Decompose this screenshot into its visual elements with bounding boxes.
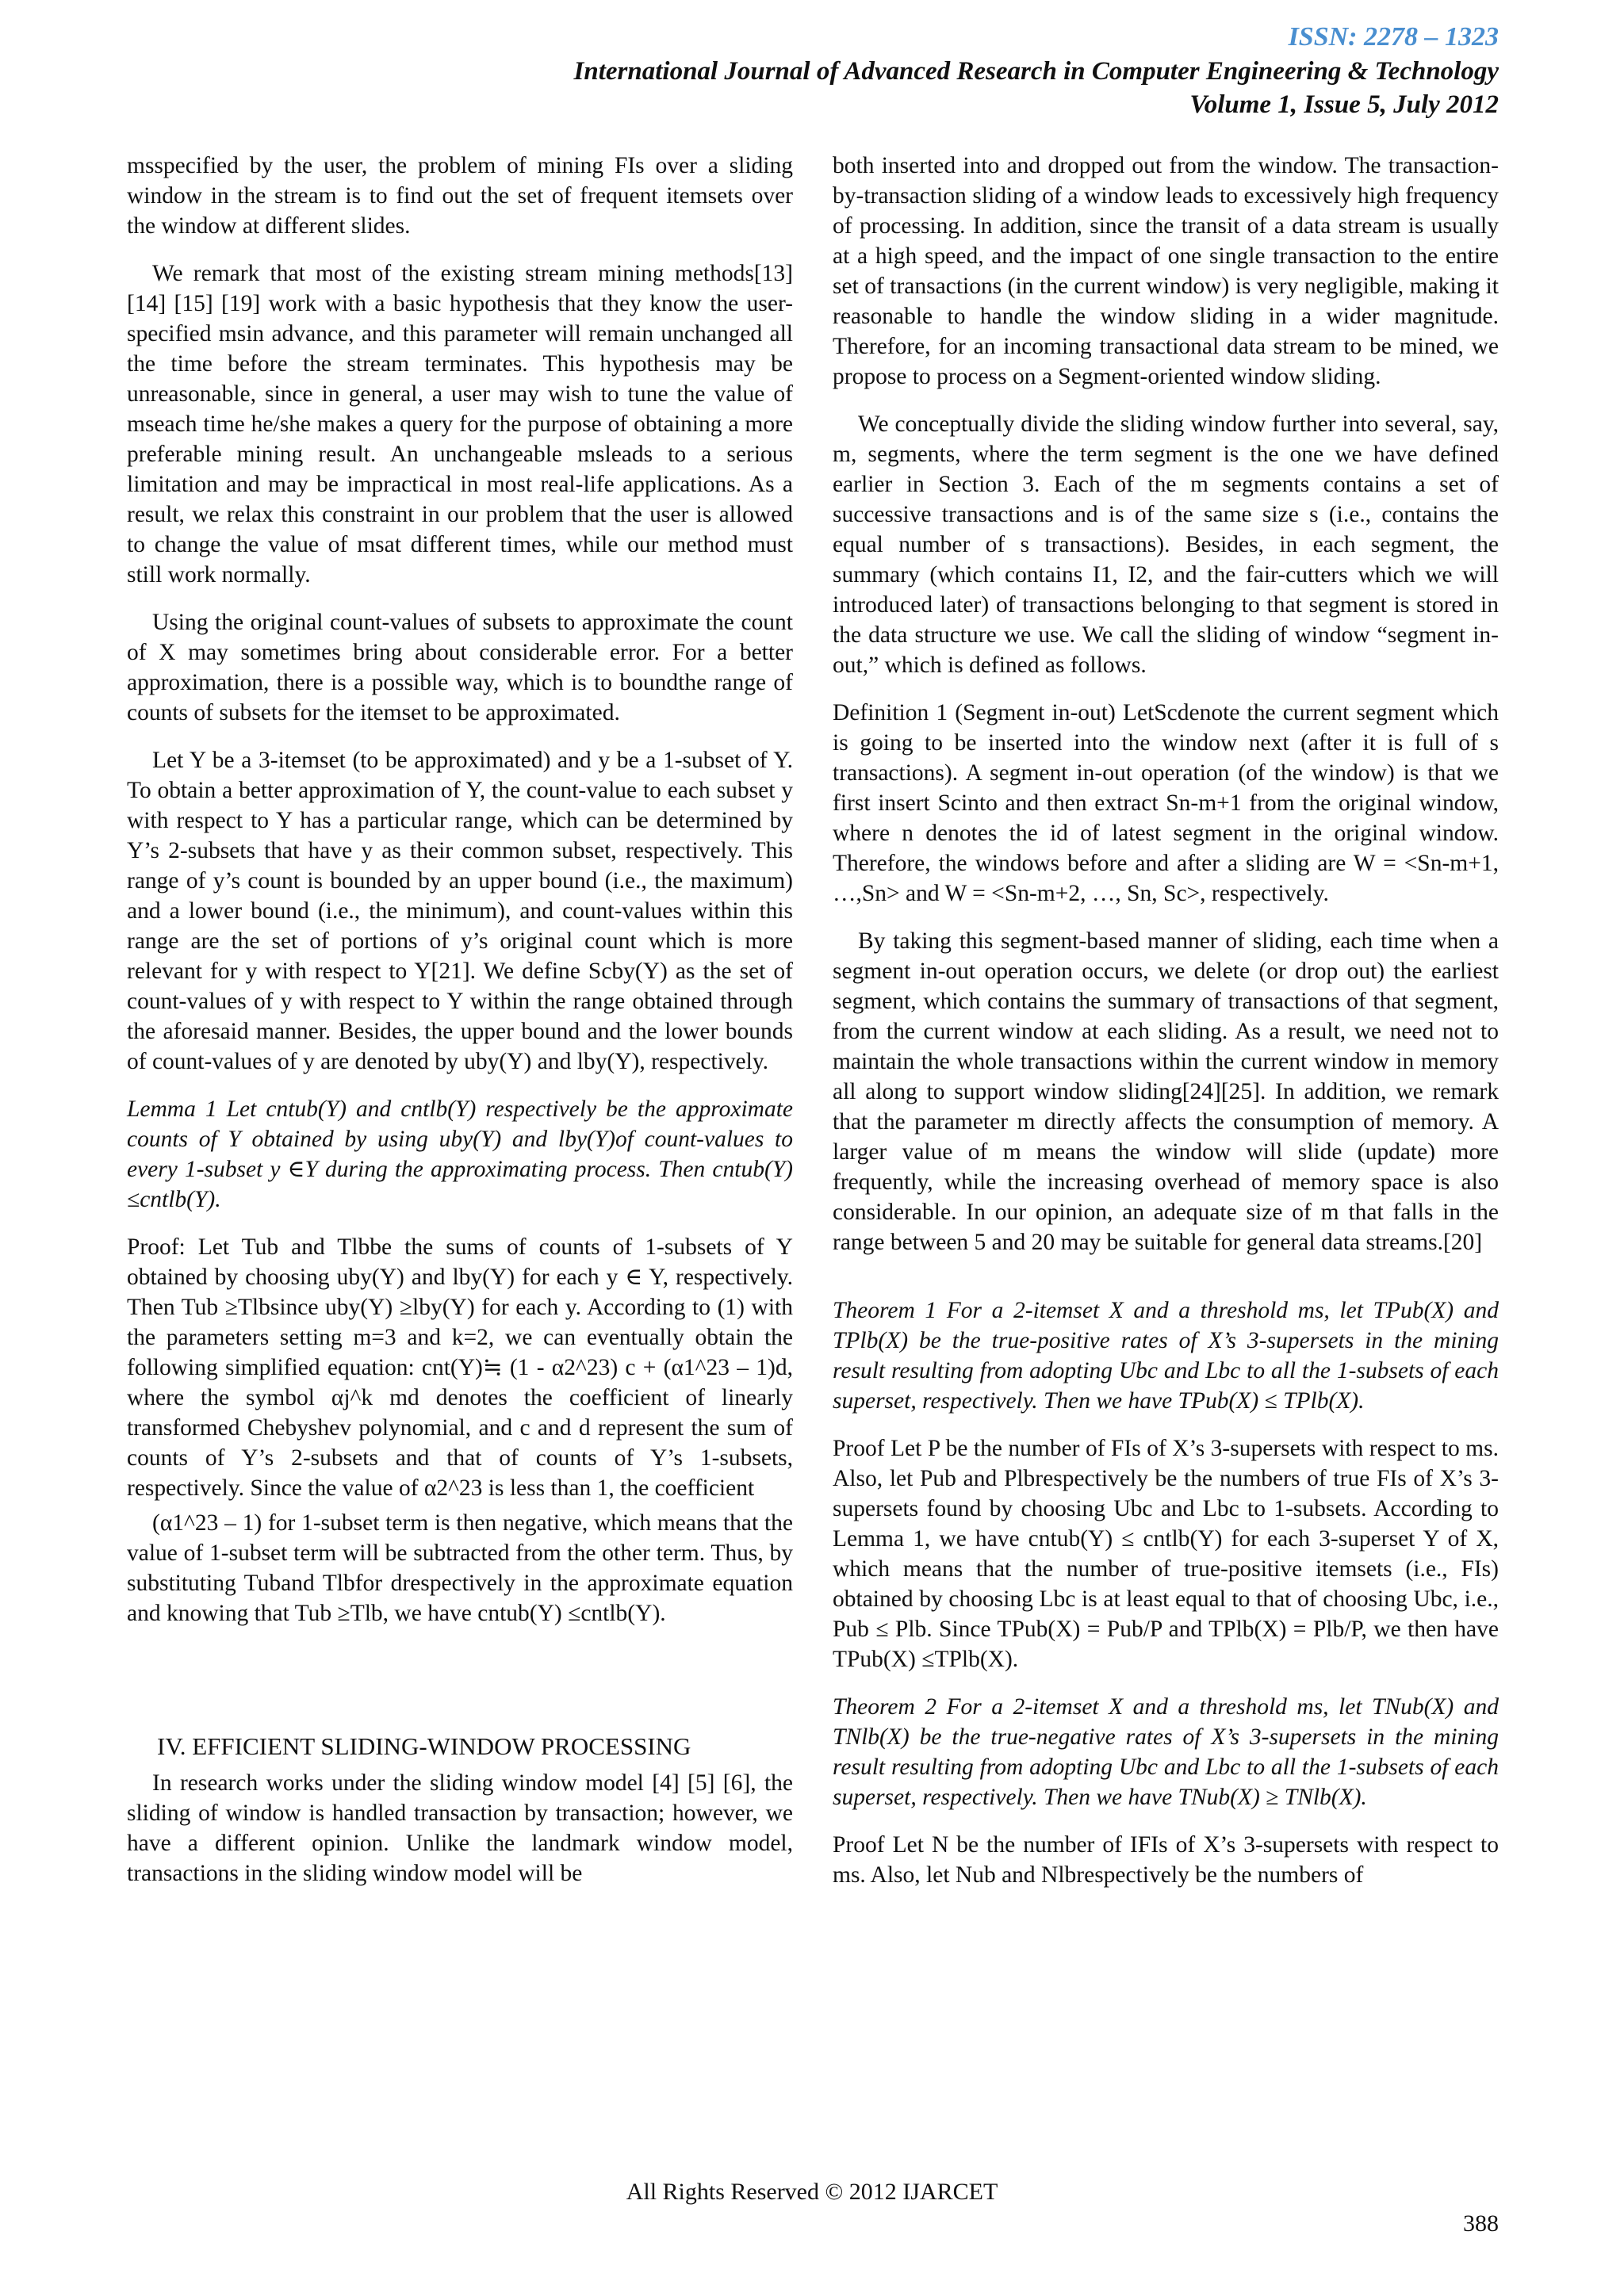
page-number: 388 — [1463, 2210, 1499, 2237]
lemma-1: Lemma 1 Let cntub(Y) and cntlb(Y) respectively be the approximate counts of Y obtained by using uby(Y) and lby(Y)of count-values to every 1-subset y ∈Y during the approximating process. Then cntub(Y) ≤cntlb(Y). — [127, 1096, 793, 1212]
paragraph: In research works under the sliding window model [4] [5] [6], the sliding of window is handled transaction by transaction; however, we have a different opinion. Unlike the landmark window model, transactions in the sliding window model will be — [127, 1770, 793, 1886]
left-column — [127, 151, 793, 1906]
copyright-footer: All Rights Reserved © 2012 IJARCET — [626, 2179, 998, 2205]
paragraph: By taking this segment-based manner of sliding, each time when a segment in-out operation occurs, we delete (or drop out) the earliest segment, which contains the summary of transactions of that segment, from the current window at each sliding. As a result, we need not to maintain the whole transactions within the current window in memory all along to support window sliding[24][25]. In addition, we remark that the parameter m directly affects the consumption of memory. A larger value of m means the window will slide (update) more frequently, while the increasing overhead of memory space is also considerable. In our opinion, an adequate size of m that falls in the range between 5 and 20 may be suitable for general data streams.[20] — [833, 928, 1499, 1255]
paragraph: both inserted into and dropped out from the window. The transaction-by-transaction sliding of a window leads to excessively high frequency of processing. In addition, since the transit of a data stream is usually at a high speed, and the impact of one single transaction to the entire set of transactions (in the current window) is very negligible, making it reasonable to handle the window sliding in a wider magnitude. Therefore, for an incoming transactional data stream to be mined, we propose to process on a Segment-oriented window sliding. — [833, 153, 1499, 389]
paragraph: Using the original count-values of subsets to approximate the count of X may sometimes bring about considerable error. For a better approximation, there is a possible way, which is to boundthe range of counts of subsets for the itemset to be approximated. — [127, 610, 793, 725]
definition-1: Definition 1 (Segment in-out) LetScdenote the current segment which is going to be inserted into the window next (after it is full of s transactions). A segment in-out operation (of the window) is that we first insert Scinto and then extract Sn-m+1 from the original window, where n denotes the id of latest segment in the original window. Therefore, the windows before and after a sliding are W = <Sn-m+1, …,Sn> and W = <Sn-m+2, …, Sn, Sc>, respectively. — [833, 700, 1499, 906]
paragraph: Let Y be a 3-itemset (to be approximated) and y be a 1-subset of Y. To obtain a better approximation of Y, the count-value to each subset y with respect to Y has a particular range, which can be determined by Y’s 2-subsets that have y as their common subset, respectively. This range of y’s count is bounded by an upper bound (i.e., the maximum) and a lower bound (i.e., the minimum), and count-values within this range are the set of portions of y’s original count which is more relevant for y with respect to Y[21]. We define Scby(Y) as the set of count-values of y with respect to Y within the range obtained through the aforesaid manner. Besides, the upper bound and the lower bounds of count-values of y are denoted by uby(Y) and lby(Y), respectively. — [127, 748, 793, 1074]
proof-theorem-2: Proof Let N be the number of IFIs of X’s 3-supersets with respect to ms. Also, let Nub and Nlbrespectively be the numbers of — [833, 1832, 1499, 1888]
volume-issue: Volume 1, Issue 5, July 2012 — [1189, 90, 1499, 119]
proof-theorem-1: Proof Let P be the number of FIs of X’s 3-supersets with respect to ms. Also, let Pub and Plbrespectively be the numbers of true FIs of X’s 3-supersets found by choosing Ubc and Lbc to 1-subsets. According to Lemma 1, we have cntub(Y) ≤ cntlb(Y) for each 3-superset Y of X, which means that the number of true-positive itemsets (i.e., FIs) obtained by choosing Lbc is at least equal to that of choosing Ubc, i.e., Pub ≤ Plb. Since TPub(X) = Pub/P and TPlb(X) = Plb/P, we then have TPub(X) ≤TPlb(X). — [833, 1436, 1499, 1672]
paragraph: We conceptually divide the sliding window further into several, say, m, segments, where the term segment is the one we have defined earlier in Section 3. Each of the m segments contains a set of successive transactions and is of the same size s (i.e., contains the equal number of s transactions). Besides, in each segment, the summary (which contains I1, I2, and the fair-cutters which we will introduced later) of transactions belonging to that segment is stored in the data structure we use. We call the sliding of window “segment in-out,” which is defined as follows. — [833, 411, 1499, 678]
paragraph: We remark that most of the existing stream mining methods[13] [14] [15] [19] work with a basic hypothesis that they know the user-specified msin advance, and this parameter will remain unchanged all the time before the stream terminates. This hypothesis may be unreasonable, since in general, a user may wish to tune the value of mseach time he/she makes a query for the purpose of obtaining a more preferable mining result. An unchangeable msleads to a serious limitation and may be impractical in most real-life applications. As a result, we relax this constraint in our problem that the user is allowed to change the value of msat different times, while our method must still work normally. — [127, 261, 793, 587]
proof-continued: (α1^23 – 1) for 1-subset term is then negative, which means that the value of 1-subset term will be subtracted from the other term. Thus, by substituting Tuband Tlbfor drespectively in the approximate equation and knowing that Tub ≥Tlb, we have cntub(Y) ≤cntlb(Y). — [127, 1510, 793, 1626]
section-heading: IV. EFFICIENT SLIDING-WINDOW PROCESSING — [157, 1732, 691, 1760]
issn: ISSN: 2278 – 1323 — [1288, 22, 1499, 52]
proof: Proof: Let Tub and Tlbbe the sums of counts of 1-subsets of Y obtained by choosing uby(Y) and lby(Y) for each y ∈ Y, respectively. Then Tub ≥Tlbsince uby(Y) ≥lby(Y) for each y. According to (1) with the parameters setting m=3 and k=2, we can eventually obtain the following simplified equation: cnt(Y)≒ (1 - α2^23) c + (α1^23 – 1)d, where the symbol αj^k md denotes the coefficient of linearly transformed Chebyshev polynomial, and c and d represent the sum of counts of Y’s 2-subsets and that of counts of Y’s 1-subsets, respectively. Since the value of α2^23 is less than 1, the coefficient — [127, 1234, 793, 1501]
paragraph: msspecified by the user, the problem of mining FIs over a sliding window in the stream is to find out the set of frequent itemsets over the window at different slides. — [127, 153, 793, 239]
journal-title: International Journal of Advanced Research in Computer Engineering & Technology — [573, 57, 1499, 86]
right-column — [833, 151, 1499, 1908]
theorem-1: Theorem 1 For a 2-itemset X and a threshold ms, let TPub(X) and TPlb(X) be the true-positive rates of X’s 3-supersets in the mining result resulting from adopting Ubc and Lbc to all the 1-subsets of each superset, respectively. Then we have TPub(X) ≤ TPlb(X). — [833, 1298, 1499, 1414]
theorem-2: Theorem 2 For a 2-itemset X and a threshold ms, let TNub(X) and TNlb(X) be the true-negative rates of X’s 3-supersets in the mining result resulting from adopting Ubc and Lbc to all the 1-subsets of each superset, respectively. Then we have TNub(X) ≥ TNlb(X). — [833, 1694, 1499, 1810]
